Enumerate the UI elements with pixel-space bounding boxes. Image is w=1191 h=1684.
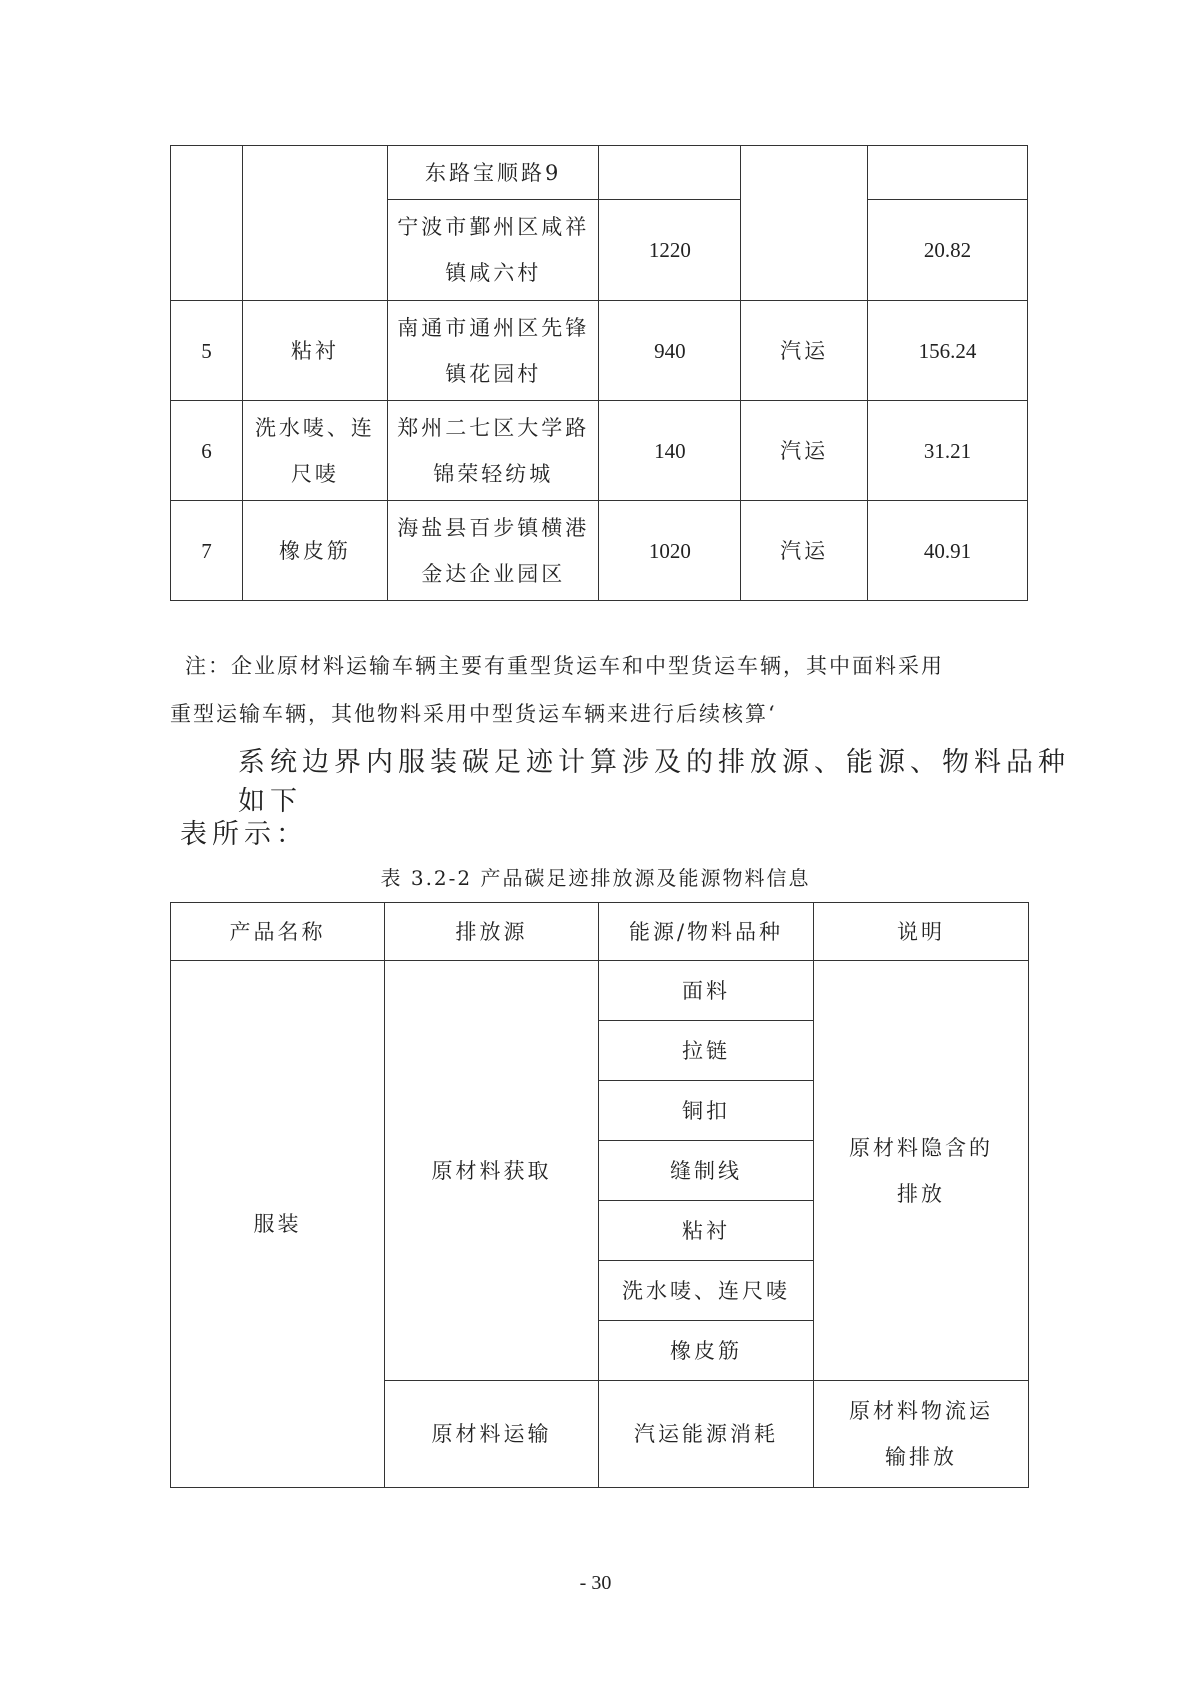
name-cell: [242, 146, 387, 301]
emission-source-table: [170, 902, 1029, 1488]
name-cell: 橡皮筋: [242, 501, 387, 601]
material-cell: 拉链: [599, 1021, 814, 1081]
product-cell: 服装: [171, 961, 385, 1488]
distance-cell: 140: [599, 401, 741, 501]
name-cell: 粘衬: [242, 301, 387, 401]
table-note: [170, 642, 1025, 738]
distance-cell: 940: [599, 301, 741, 401]
header-material: 能源/物料品种: [599, 903, 814, 961]
description-cell: 原材料物流运输排放: [814, 1381, 1029, 1488]
material-cell: 粘衬: [599, 1201, 814, 1261]
table-row: [171, 401, 1028, 501]
header-product: 产品名称: [171, 903, 385, 961]
mode-cell: [741, 146, 868, 301]
distance-cell: [599, 146, 741, 200]
header-source: 排放源: [385, 903, 599, 961]
name-cell: 洗水唛、连尺唛: [242, 401, 387, 501]
no-cell: 6: [171, 401, 243, 501]
source-cell: 原材料运输: [385, 1381, 599, 1488]
table-row: [171, 146, 1028, 200]
emission-cell: 20.82: [867, 200, 1027, 301]
material-cell: 铜扣: [599, 1081, 814, 1141]
no-cell: [171, 146, 243, 301]
header-description: 说明: [814, 903, 1029, 961]
emission-cell: 156.24: [867, 301, 1027, 401]
body-paragraph-line-2: 表所示：: [180, 819, 308, 850]
address-cell: 海盐县百步镇横港金达企业园区: [387, 501, 599, 601]
table-row: [171, 501, 1028, 601]
emission-cell: 31.21: [867, 401, 1027, 501]
address-cell: 东路宝顺路9: [387, 146, 599, 200]
emission-cell: [867, 146, 1027, 200]
note-line-1: 注：企业原材料运输车辆主要有重型货运车和中型货运车辆，其中面料采用: [185, 654, 944, 678]
table-header-row: [171, 903, 1029, 961]
material-cell: 橡皮筋: [599, 1321, 814, 1381]
address-cell: 宁波市鄞州区咸祥镇咸六村: [387, 200, 599, 301]
source-cell: 原材料获取: [385, 961, 599, 1381]
page-number: - 30: [579, 1572, 612, 1594]
address-cell: 郑州二七区大学路锦荣轻纺城: [387, 401, 599, 501]
address-cell: 南通市通州区先锋镇花园村: [387, 301, 599, 401]
table-row: [171, 301, 1028, 401]
mode-cell: 汽运: [741, 501, 868, 601]
material-cell: 面料: [599, 961, 814, 1021]
note-line-2: 重型运输车辆，其他物料采用中型货运车辆来进行后续核算‘: [170, 702, 777, 726]
no-cell: 5: [171, 301, 243, 401]
material-cell: 缝制线: [599, 1141, 814, 1201]
distance-cell: 1020: [599, 501, 741, 601]
description-cell: 原材料隐含的排放: [814, 961, 1029, 1381]
transport-table: [170, 145, 1028, 601]
material-cell: 洗水唛、连尺唛: [599, 1261, 814, 1321]
emission-cell: 40.91: [867, 501, 1027, 601]
mode-cell: 汽运: [741, 301, 868, 401]
distance-cell: 1220: [599, 200, 741, 301]
mode-cell: 汽运: [741, 401, 868, 501]
table-row: [171, 961, 1029, 1021]
body-paragraph-line-1: 系统边界内服装碳足迹计算涉及的排放源、能源、物料品种如下: [238, 747, 1070, 817]
no-cell: 7: [171, 501, 243, 601]
material-cell: 汽运能源消耗: [599, 1381, 814, 1488]
table-caption: 表 3.2-2 产品碳足迹排放源及能源物料信息: [380, 866, 811, 890]
